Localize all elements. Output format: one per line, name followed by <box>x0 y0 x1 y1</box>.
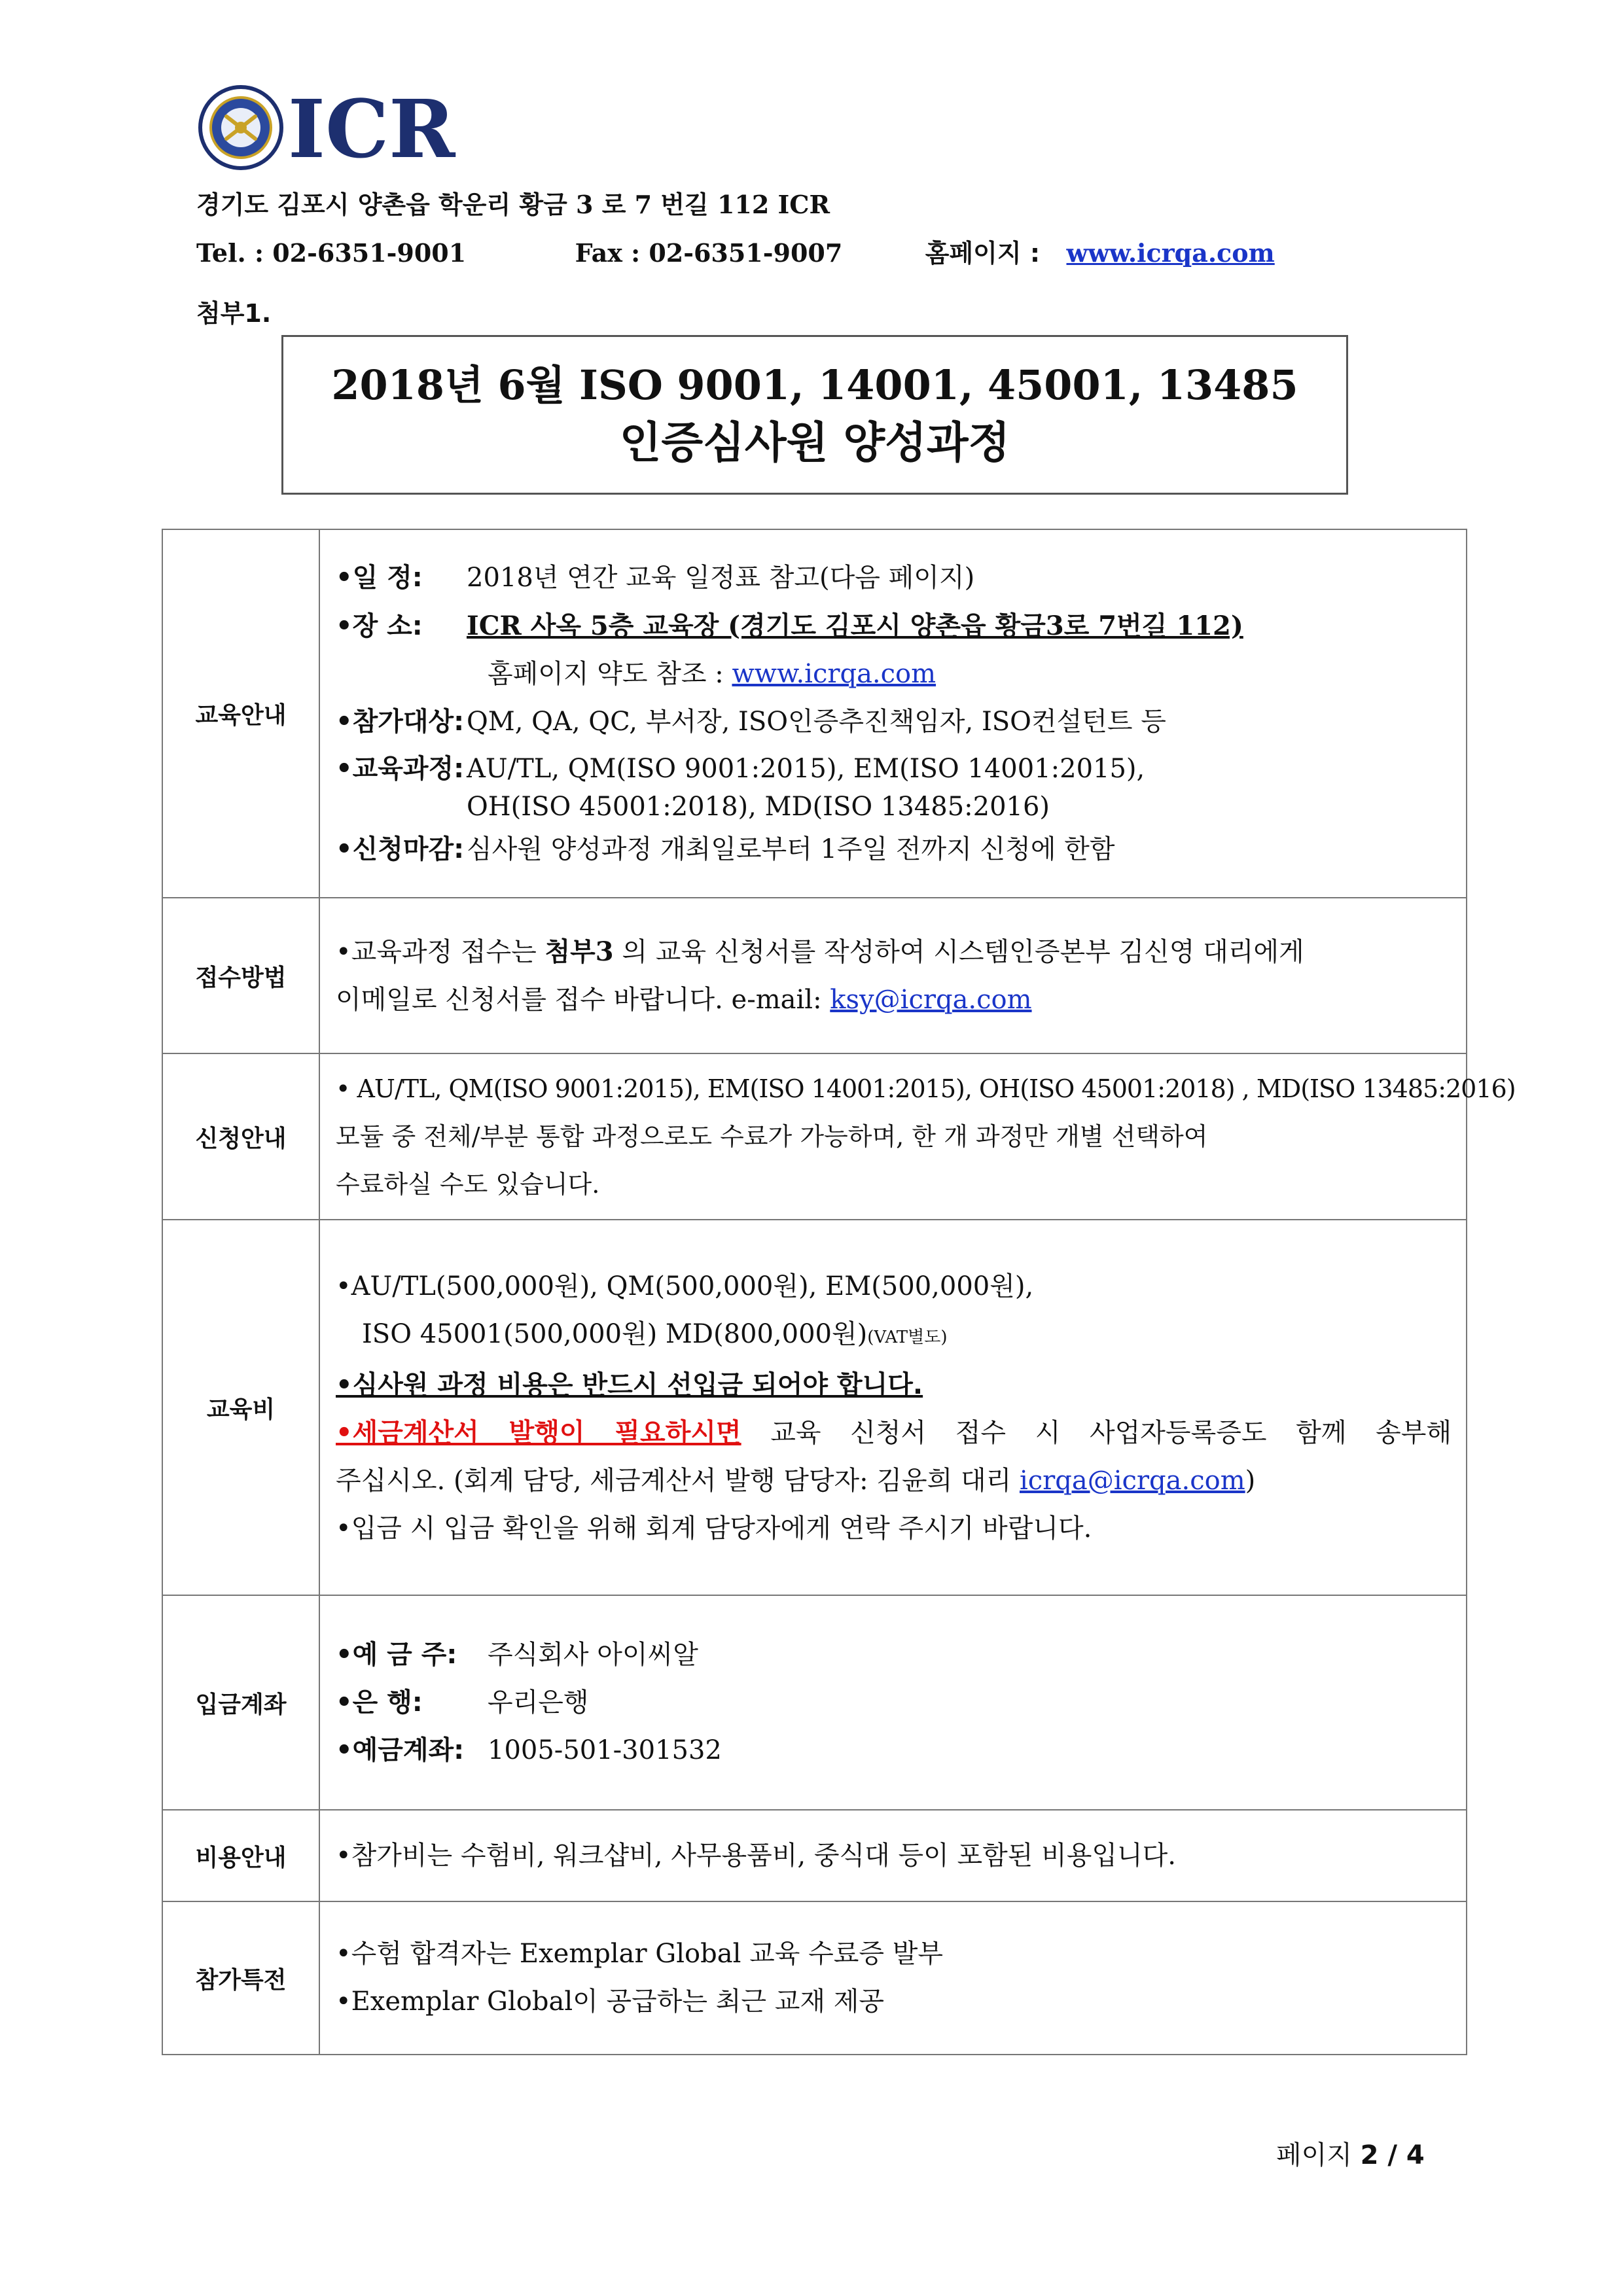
row-cost <box>162 1810 1467 1901</box>
attachment-label: 첨부1. <box>196 299 272 328</box>
reception-content <box>319 898 1467 1053</box>
row-fee <box>162 1220 1467 1595</box>
holder-value: 주식회사 아이씨알 <box>488 1639 698 1670</box>
cost-line-1: •참가비는 수험비, 워크샵비, 사무용품비, 중식대 등이 포함된 비용입니다. <box>336 1840 1177 1871</box>
map-text: 홈페이지 약도 참조 : <box>488 658 724 689</box>
bank-label: •은 행: <box>336 1687 423 1718</box>
accounting-email-link[interactable]: icrqa@icrqa.com <box>1019 1465 1245 1496</box>
icr-logo <box>196 79 471 177</box>
tel-number: Tel. : 02-6351-9001 <box>196 238 467 268</box>
target-value: QM, QA, QC, 부서장, ISO인증추진책임자, ISO컨설턴트 등 <box>467 706 1166 737</box>
cost-content <box>319 1810 1467 1901</box>
row-application <box>162 1053 1467 1220</box>
title-line-2: 인증심사원 양성과정 <box>619 417 1010 468</box>
account-number-label: •예금계좌: <box>336 1735 465 1765</box>
fee-line-5: 주십시오. (회계 담당, 세금계산서 발행 담당자: 김윤희 대리 <box>336 1465 1020 1496</box>
homepage-label: 홈페이지 : <box>925 239 1041 268</box>
row-label: 비용안내 <box>162 1810 319 1901</box>
page-label: 페이지 <box>1276 2140 1361 2170</box>
reception-email-link[interactable]: ksy@icrqa.com <box>830 984 1032 1015</box>
row-reception <box>162 898 1467 1053</box>
contact-line <box>196 233 1275 269</box>
application-line-3: 수료하실 수도 있습니다. <box>336 1169 600 1199</box>
fee-content <box>319 1220 1467 1595</box>
title-box <box>281 335 1348 495</box>
application-line-2: 모듈 중 전체/부분 통합 과정으로도 수료가 가능하며, 한 개 과정만 개별 선택하여 <box>336 1122 1208 1151</box>
account-number-value: 1005-501-301532 <box>488 1735 722 1765</box>
benefits-line-2: •Exemplar Global이 공급하는 최근 교재 제공 <box>336 1987 885 2017</box>
place-label: •장 소: <box>336 610 423 641</box>
fee-line-1: •AU/TL(500,000원), QM(500,000원), EM(500,000원), <box>336 1271 1034 1301</box>
schedule-label: •일 정: <box>336 562 423 593</box>
deadline-label: •신청마감: <box>336 834 465 864</box>
deadline-value: 심사원 양성과정 개최일로부터 1주일 전까지 신청에 한함 <box>467 834 1115 864</box>
homepage-link[interactable]: www.icrqa.com <box>1066 238 1275 268</box>
row-label: 접수방법 <box>162 898 319 1053</box>
map-link[interactable]: www.icrqa.com <box>732 658 936 689</box>
reception-text-b: 의 교육 신청서를 작성하여 시스템인증본부 김신영 대리에게 <box>613 936 1304 967</box>
course-value-1: AU/TL, QM(ISO 9001:2015), EM(ISO 14001:2015), <box>467 753 1145 784</box>
course-label: •교육과정: <box>336 753 465 784</box>
row-label: 교육안내 <box>162 529 319 898</box>
application-content <box>319 1053 1516 1220</box>
row-label: 신청안내 <box>162 1053 319 1220</box>
fee-line-5-end: ) <box>1245 1465 1256 1496</box>
logo-text: ICR <box>288 82 455 176</box>
reception-text-c: 이메일로 신청서를 접수 바랍니다. e-mail: <box>336 984 830 1015</box>
row-edu-info <box>162 529 1467 898</box>
reception-text-a: •교육과정 접수는 <box>336 936 545 967</box>
vat-note: (VAT별도) <box>867 1327 948 1347</box>
course-value-2: OH(ISO 45001:2018), MD(ISO 13485:2016) <box>467 791 1050 822</box>
page-footer <box>1276 2134 1425 2172</box>
place-value: ICR 사옥 5층 교육장 (경기도 김포시 양촌읍 황금3로 7번길 112) <box>467 610 1243 641</box>
row-label: 교육비 <box>162 1220 319 1595</box>
edu-info-content <box>319 529 1467 898</box>
holder-label: •예 금 주: <box>336 1639 457 1670</box>
fee-line-6: •입금 시 입금 확인을 위해 회계 담당자에게 연락 주시기 바랍니다. <box>336 1513 1092 1544</box>
fee-line-2: ISO 45001(500,000원) MD(800,000원) <box>362 1318 868 1349</box>
fee-line-4: 교육 신청서 접수 시 사업자등록증도 함께 송부해 <box>741 1417 1452 1448</box>
benefits-line-1: •수험 합격자는 Exemplar Global 교육 수료증 발부 <box>336 1939 944 1969</box>
prepay-notice: •심사원 과정 비용은 반드시 선입금 되어야 합니다. <box>336 1369 923 1400</box>
page-number: 2 / 4 <box>1360 2140 1425 2170</box>
schedule-value: 2018년 연간 교육 일정표 참고(다음 페이지) <box>467 562 975 593</box>
account-content <box>319 1595 1467 1810</box>
application-line-1: • AU/TL, QM(ISO 9001:2015), EM(ISO 14001:2015), OH(ISO 45001:2018) , MD(ISO 13485:2016) <box>336 1074 1516 1103</box>
company-address: 경기도 김포시 양촌읍 학운리 황금 3 로 7 번길 112 ICR <box>196 190 830 219</box>
bank-value: 우리은행 <box>488 1687 589 1718</box>
row-label: 입금계좌 <box>162 1595 319 1810</box>
row-account <box>162 1595 1467 1810</box>
benefits-content <box>319 1901 1467 2055</box>
attachment-ref: 첨부3 <box>544 936 614 967</box>
fax-number: Fax : 02-6351-9007 <box>575 238 843 268</box>
row-label: 참가특전 <box>162 1901 319 2055</box>
row-benefits <box>162 1901 1467 2055</box>
target-label: •참가대상: <box>336 706 465 737</box>
title-line-1: 2018년 6월 ISO 9001, 14001, 45001, 13485 <box>331 361 1298 409</box>
icr-logo-graphic <box>196 79 471 177</box>
tax-invoice-notice: •세금계산서 발행이 필요하시면 <box>336 1417 741 1448</box>
info-table <box>162 529 1516 2055</box>
